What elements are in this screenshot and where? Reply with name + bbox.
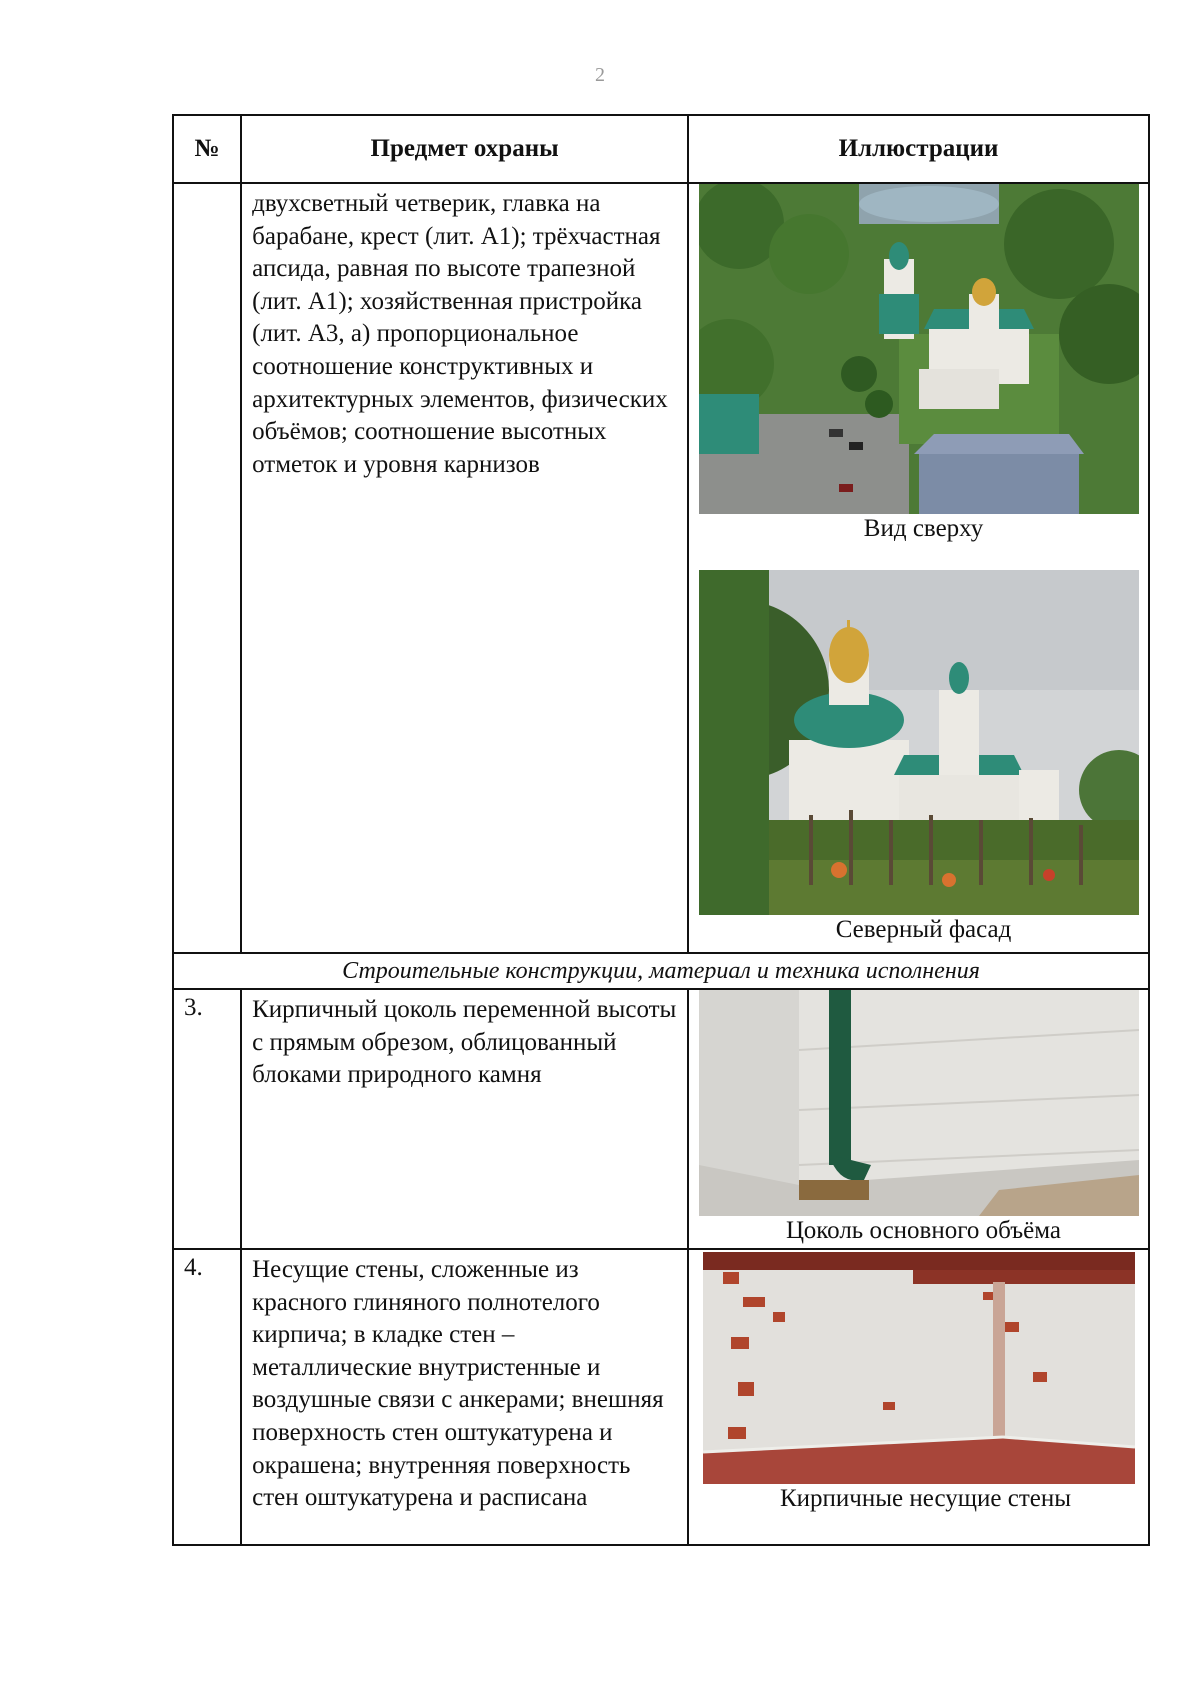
- header-subject: Предмет охраны: [241, 115, 688, 183]
- header-illustrations: Иллюстрации: [688, 115, 1149, 183]
- caption-plinth: Цоколь основного объёма: [786, 1217, 1061, 1244]
- protection-table: [172, 114, 1150, 1546]
- page-number: 2: [595, 64, 605, 86]
- photo-plinth: [699, 990, 1139, 1216]
- section-heading-row: [173, 953, 1149, 989]
- caption-brick-walls: Кирпичные несущие стены: [779, 1485, 1072, 1512]
- table-header-row: [173, 115, 1149, 183]
- photo-north-facade: [699, 570, 1139, 915]
- photo-brick-walls: [703, 1252, 1135, 1484]
- illustrations-cell: [688, 183, 1149, 953]
- row-number: [173, 183, 241, 953]
- row-number: 4.: [173, 1249, 241, 1545]
- row-number: 3.: [173, 989, 241, 1249]
- table-row: [173, 989, 1149, 1249]
- illustrations-cell: [688, 989, 1149, 1249]
- illustrations-cell: [688, 1249, 1149, 1545]
- table-row: [173, 1249, 1149, 1545]
- header-number: №: [173, 115, 241, 183]
- section-heading: Строительные конструкции, материал и техника исполнения: [173, 953, 1149, 989]
- row-description: Кирпичный цоколь переменной высоты с прямым обрезом, облицованный блоками природного камня: [241, 989, 688, 1249]
- photo-aerial-view: [699, 184, 1139, 514]
- caption-aerial-view: Вид сверху: [863, 515, 984, 542]
- row-description: двухсветный четверик, главка на барабане, крест (лит. А1); трёхчастная апсида, равная по высоте трапезной (лит. А1); хозяйственная пристройка (лит. А3, а) пропорциональное соотношение конструктивных и архитектурных элементов, физических объёмов; соотношение высотных отметок и уровня карнизов: [241, 183, 688, 953]
- table-row: [173, 183, 1149, 953]
- caption-north-facade: Северный фасад: [835, 916, 1012, 943]
- row-description: Несущие стены, сложенные из красного глиняного полнотелого кирпича; в кладке стен – металлические внутристенные и воздушные связи с анкерами; внешняя поверхность стен оштукатурена и окрашена; внутренняя поверхность стен оштукатурена и расписана: [241, 1249, 688, 1545]
